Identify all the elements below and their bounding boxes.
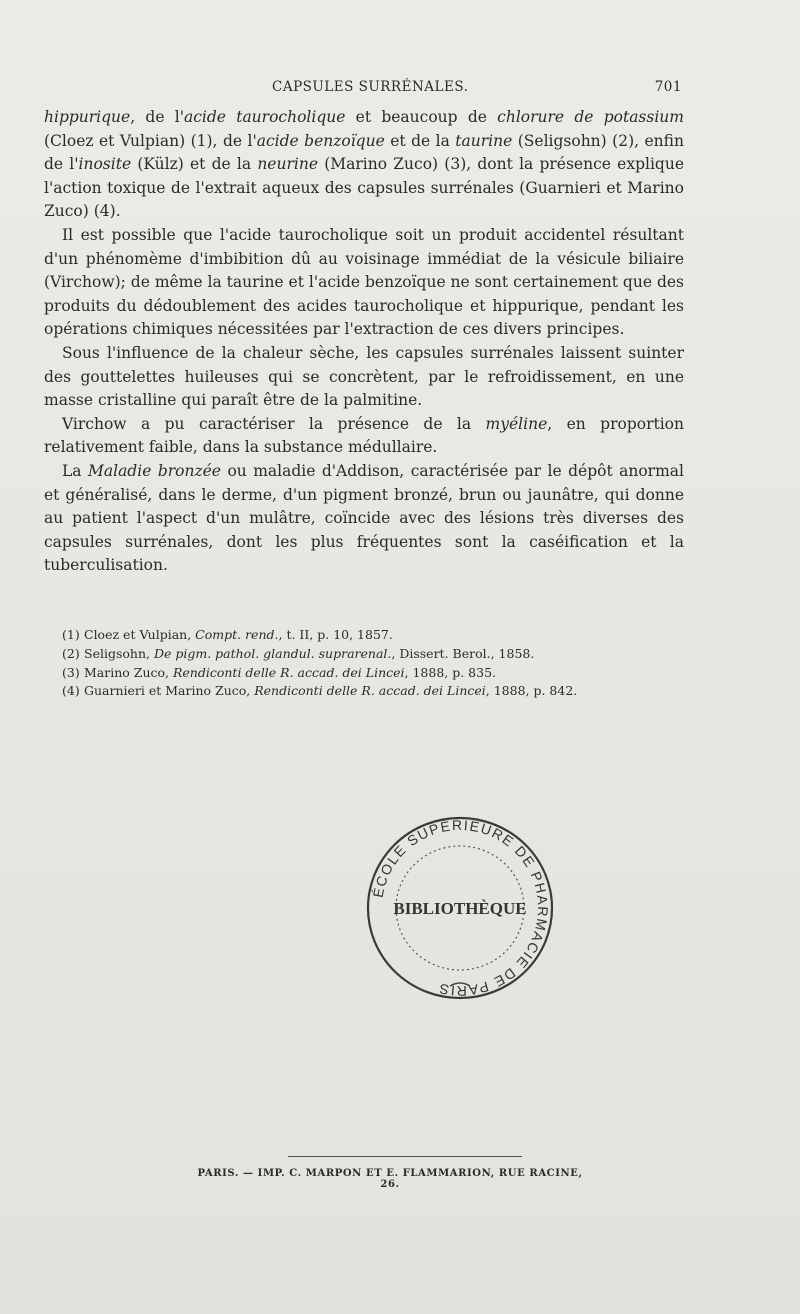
text-run: Sous l'influence de la chaleur sèche, les capsules surrénales laissent suinter des gouttelettes huileuses qui se concrètent, par le refroidissement, en une masse cristalline qui paraît être de la palmitine. (44, 343, 684, 410)
footnote-citation-title: Compt. rend. (195, 627, 279, 642)
text-run: (Cloez et Vulpian) (1), de l' (44, 131, 257, 150)
text-run: (Marino Zuco) (3), dont la présence explique l'action toxique de l'extrait aqueux des capsules surrénales (Guarnieri et Marino Zuco) (4). (44, 155, 684, 221)
paragraph (44, 224, 684, 342)
footnote-text: , 1888, p. 842. (485, 683, 578, 699)
paragraph (44, 460, 684, 578)
body-text (44, 106, 684, 578)
text-run: ou maladie d'Addison, caractérisée par le dépôt anormal et généralisé, dans le derme, d'un pigment bronzé, brun ou jaunâtre, qui donne au patient l'aspect d'un mulâtre, coïncide avec des lésions très diverses des capsules surrénales, dont les plus fréquentes sont la caséification et la tuberculisation. (44, 461, 684, 575)
page-header (42, 76, 682, 100)
stamp-ring-text: ÉCOLE SUPÉRIEURE DE PHARMACIE DE PARIS (369, 816, 552, 1000)
italic-term: hippurique (44, 108, 131, 126)
footnote-text: Marino Zuco, (84, 664, 173, 680)
footnote (62, 664, 662, 683)
footnote-number: (1) (62, 627, 80, 642)
stamp-graphic (355, 808, 565, 1008)
footnote-text: Seligsohn, (84, 645, 154, 661)
italic-term: Maladie bronzée (88, 461, 221, 480)
stamp-center-text: BIBLIOTHÈQUE (393, 899, 527, 918)
paragraph (44, 106, 684, 224)
footnote-text: , t. II, p. 10, 1857. (278, 627, 393, 642)
italic-term: acide benzoïque (256, 131, 385, 150)
footnote-text: Cloez et Vulpian, (84, 627, 196, 642)
running-title: CAPSULES SURRÉNALES. (272, 79, 469, 95)
italic-term: neurine (257, 155, 318, 174)
text-run: (Seligsohn) (2), enfin de l' (44, 131, 684, 174)
footnote-number: (2) (62, 645, 80, 661)
footnote-citation-title: Rendiconti delle R. accad. dei Lincei (172, 664, 405, 680)
footnote (62, 682, 662, 701)
text-run: et beaucoup de (345, 108, 498, 126)
library-stamp (355, 808, 565, 1008)
italic-term: chlorure de potassium (497, 108, 684, 126)
footnote-text: Guarnieri et Marino Zuco, (84, 683, 255, 699)
italic-term: taurine (455, 131, 513, 150)
footnote-number: (3) (62, 664, 80, 680)
text-run: et de la (384, 131, 456, 150)
text-run: La (62, 461, 88, 480)
text-run: (Külz) et de la (131, 155, 258, 174)
italic-term: acide taurocholique (183, 108, 346, 126)
italic-term: inosite (78, 155, 132, 174)
bottom-rule (288, 1156, 522, 1157)
footnote-citation-title: Rendiconti delle R. accad. dei Lincei (254, 683, 486, 699)
footnote (62, 626, 662, 645)
text-run: Il est possible que l'acide taurocholique soit un produit accidentel résultant d'un phénomème d'imbibition dû au voisinage immédiat de la vésicule biliaire (Virchow); de même la taurine et l'acide benzoïque ne sont certainement que des produits du dédoublement des acides taurocholique et hippurique, pendant les opérations chimiques nécessitées par l'extraction de ces divers principes. (44, 225, 684, 339)
paragraph (44, 413, 684, 460)
footnote-citation-title: De pigm. pathol. glandul. suprarenal. (153, 645, 392, 661)
page-number: 701 (654, 79, 682, 95)
printer-imprint: PARIS. — IMP. C. MARPON ET E. FLAMMARION, RUE RACINE, 26. (197, 1168, 583, 1190)
italic-term: myéline (485, 414, 548, 433)
footnotes (62, 626, 662, 701)
footnote-number: (4) (62, 683, 80, 699)
footnote-text: , 1888, p. 835. (404, 664, 497, 680)
footnote-text: , Dissert. Berol., 1858. (391, 645, 535, 661)
paragraph (44, 342, 684, 413)
text-run: , en proportion relativement faible, dans la substance médullaire. (44, 414, 684, 457)
text-run: , de l' (130, 108, 184, 126)
footnote (62, 645, 662, 664)
text-run: Virchow a pu caractériser la présence de la (62, 414, 486, 433)
